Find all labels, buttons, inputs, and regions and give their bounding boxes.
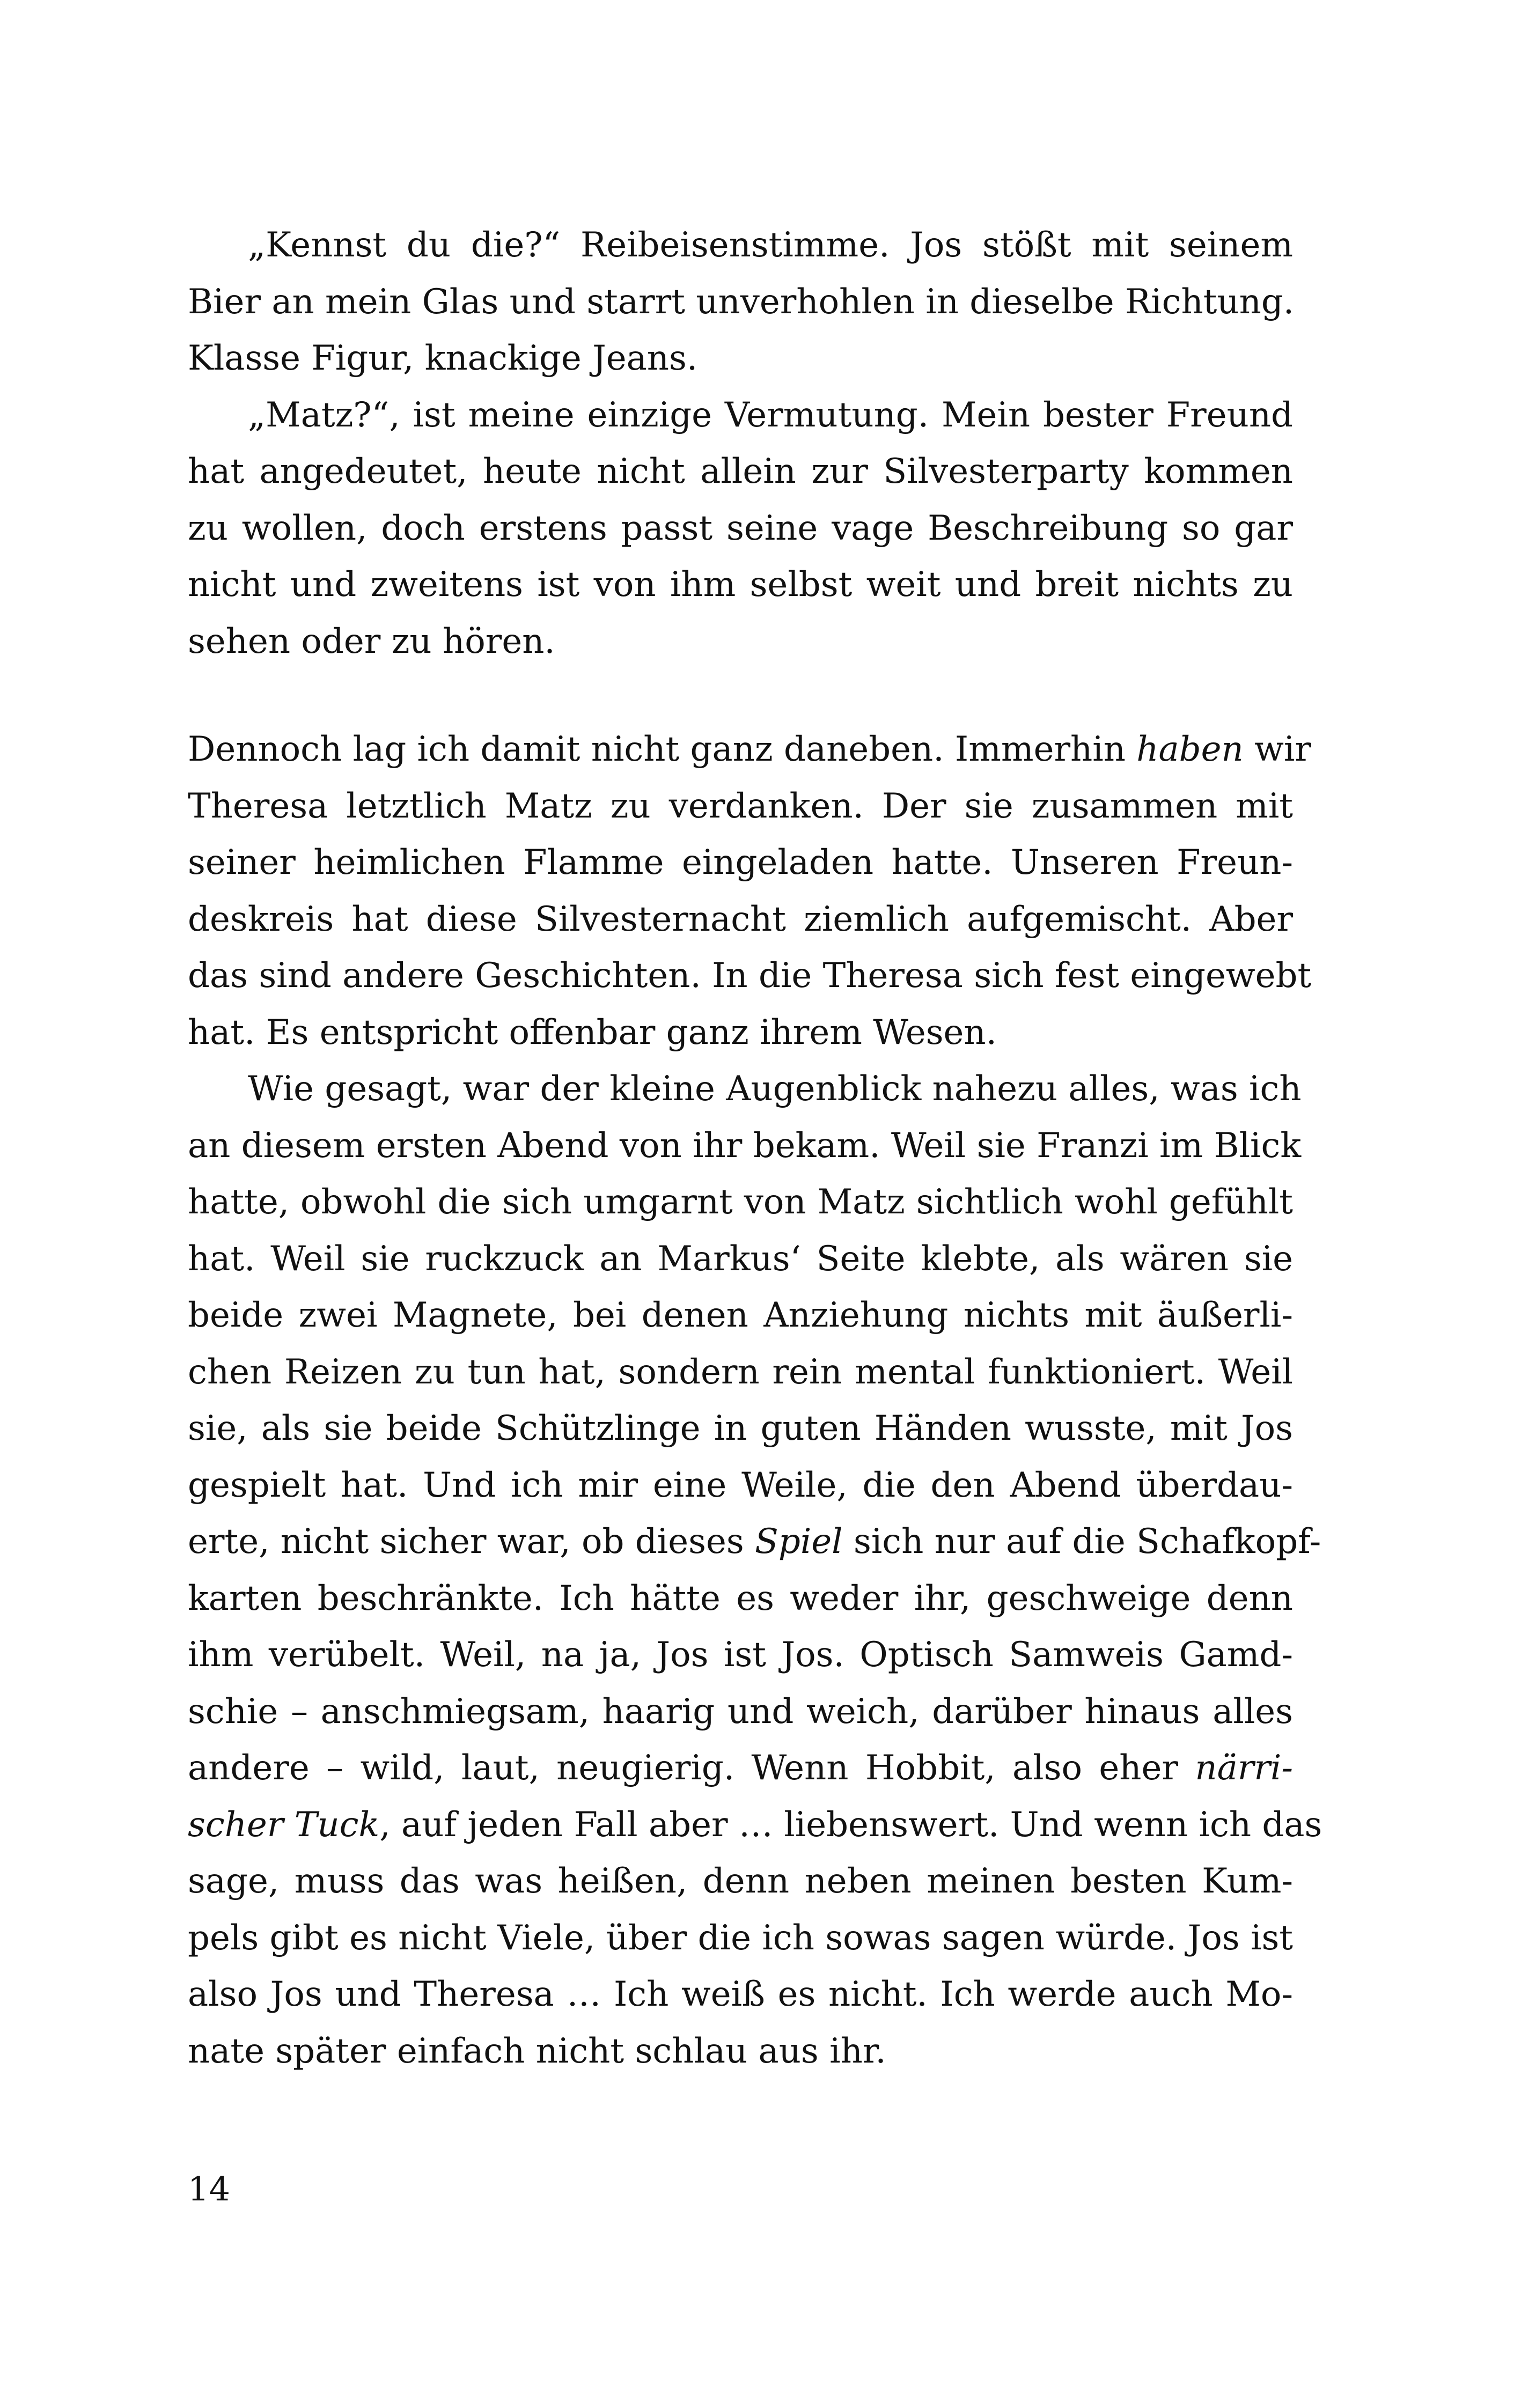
text-block-lower xyxy=(188,721,1322,2080)
paragraph-dennoch xyxy=(188,721,1312,1061)
text-line xyxy=(188,1740,1293,1797)
text-segment: „Kennst du die?“ Reibeisenstimme. Jos stößt mit seinem xyxy=(248,225,1293,265)
text-line xyxy=(188,1684,1293,1741)
text-line xyxy=(188,1853,1293,1910)
text-line xyxy=(188,614,1293,671)
text-segment: an diesem ersten Abend von ihr bekam. Weil sie Franzi im Blick xyxy=(188,1125,1302,1166)
text-segment: also Jos und Theresa … Ich weiß es nicht. Ich werde auch Mo- xyxy=(188,1975,1293,2014)
text-line xyxy=(188,1118,1302,1175)
italic-text: närri- xyxy=(1195,1748,1293,1788)
text-line xyxy=(188,721,1311,778)
text-segment: sage, muss das was heißen, denn neben meinen besten Kum- xyxy=(188,1861,1293,1901)
text-segment: deskreis hat diese Silvesternacht ziemlich aufgemischt. Aber xyxy=(188,899,1293,939)
text-line xyxy=(188,1401,1293,1457)
text-segment: hatte, obwohl die sich umgarnt von Matz sichtlich wohl gefühlt xyxy=(188,1182,1293,1222)
text-segment: Klasse Figur, knackige Jeans. xyxy=(188,338,698,378)
text-line xyxy=(188,444,1293,500)
page-number: 14 xyxy=(188,2169,230,2208)
italic-text: scher Tuck xyxy=(188,1805,380,1845)
text-segment: gespielt hat. Und ich mir eine Weile, die den Abend überdau- xyxy=(188,1465,1293,1505)
text-line xyxy=(188,1967,1293,2023)
text-segment: seiner heimlichen Flamme eingeladen hatte. Unseren Freun- xyxy=(188,843,1293,882)
text-segment: wir xyxy=(1243,730,1311,769)
text-segment: hat. Es entspricht offenbar ganz ihrem Wesen. xyxy=(188,1012,997,1052)
text-segment: sehen oder zu hören. xyxy=(188,621,555,661)
text-segment: Bier an mein Glas und starrt unverhohlen in dieselbe Richtung. xyxy=(188,282,1295,322)
text-segment: schie – anschmiegsam, haarig und weich, darüber hinaus alles xyxy=(188,1691,1293,1732)
text-segment: sich nur auf die Schafkopf- xyxy=(842,1522,1321,1562)
text-line xyxy=(188,330,1293,387)
text-segment: nicht und zweitens ist von ihm selbst weit und breit nichts zu xyxy=(188,565,1293,605)
text-segment: chen Reizen zu tun hat, sondern rein mental funktioniert. Weil xyxy=(188,1352,1293,1392)
text-segment: , auf jeden Fall aber … liebenswert. Und wenn ich das xyxy=(379,1805,1322,1845)
text-line xyxy=(188,1457,1293,1514)
text-segment: Wie gesagt, war der kleine Augenblick nahezu alles, was ich xyxy=(248,1069,1302,1109)
text-segment: Dennoch lag ich damit nicht ganz daneben. Immerhin xyxy=(188,730,1137,769)
text-line xyxy=(188,835,1293,892)
text-segment: andere – wild, laut, neugierig. Wenn Hobbit, also eher xyxy=(188,1748,1195,1788)
text-line xyxy=(188,2023,1293,2080)
text-segment: erte, nicht sicher war, ob dieses xyxy=(188,1522,755,1562)
text-line xyxy=(188,557,1293,614)
text-line xyxy=(188,1514,1321,1571)
paragraph-kennst-du-die xyxy=(188,217,1293,387)
text-segment: beide zwei Magnete, bei denen Anziehung nichts mit äußerli- xyxy=(188,1295,1293,1335)
text-line xyxy=(188,217,1293,274)
text-line xyxy=(188,892,1293,948)
paragraph-wie-gesagt xyxy=(188,1061,1322,2080)
text-line xyxy=(188,1344,1293,1401)
text-segment: sie, als sie beide Schützlinge in guten Händen wusste, mit Jos xyxy=(188,1409,1293,1448)
text-line xyxy=(188,948,1312,1005)
text-segment: hat. Weil sie ruckzuck an Markus‘ Seite klebte, als wären sie xyxy=(188,1239,1293,1279)
text-line xyxy=(188,274,1293,331)
text-segment: nate später einfach nicht schlau aus ihr. xyxy=(188,2031,886,2071)
text-line xyxy=(188,1287,1293,1344)
text-segment: pels gibt es nicht Viele, über die ich sowas sagen würde. Jos ist xyxy=(188,1918,1293,1958)
text-line xyxy=(188,1061,1302,1118)
text-line xyxy=(188,1571,1293,1628)
italic-text: Spiel xyxy=(755,1522,843,1562)
text-segment: Theresa letztlich Matz zu verdanken. Der sie zusammen mit xyxy=(188,786,1293,826)
text-line xyxy=(188,1910,1293,1967)
text-segment: karten beschränkte. Ich hätte es weder ihr, geschweige denn xyxy=(188,1578,1293,1618)
text-segment: hat angedeutet, heute nicht allein zur Silvesterparty kommen xyxy=(188,452,1293,491)
text-block-upper xyxy=(188,217,1293,670)
text-line xyxy=(188,387,1293,444)
text-line xyxy=(188,1231,1293,1288)
text-segment: „Matz?“, ist meine einzige Vermutung. Mein bester Freund xyxy=(248,395,1293,435)
text-segment: zu wollen, doch erstens passt seine vage Beschreibung so gar xyxy=(188,508,1293,548)
text-line xyxy=(188,1627,1293,1684)
text-line xyxy=(188,1174,1293,1231)
text-line xyxy=(188,778,1293,835)
text-line xyxy=(188,1005,1293,1062)
text-line xyxy=(188,500,1293,557)
text-line xyxy=(188,1797,1322,1854)
text-segment: das sind andere Geschichten. In die Theresa sich fest eingewebt xyxy=(188,956,1312,996)
paragraph-matz xyxy=(188,387,1293,671)
text-segment: ihm verübelt. Weil, na ja, Jos ist Jos. Optisch Samweis Gamd- xyxy=(188,1635,1293,1675)
italic-text: haben xyxy=(1136,730,1244,769)
